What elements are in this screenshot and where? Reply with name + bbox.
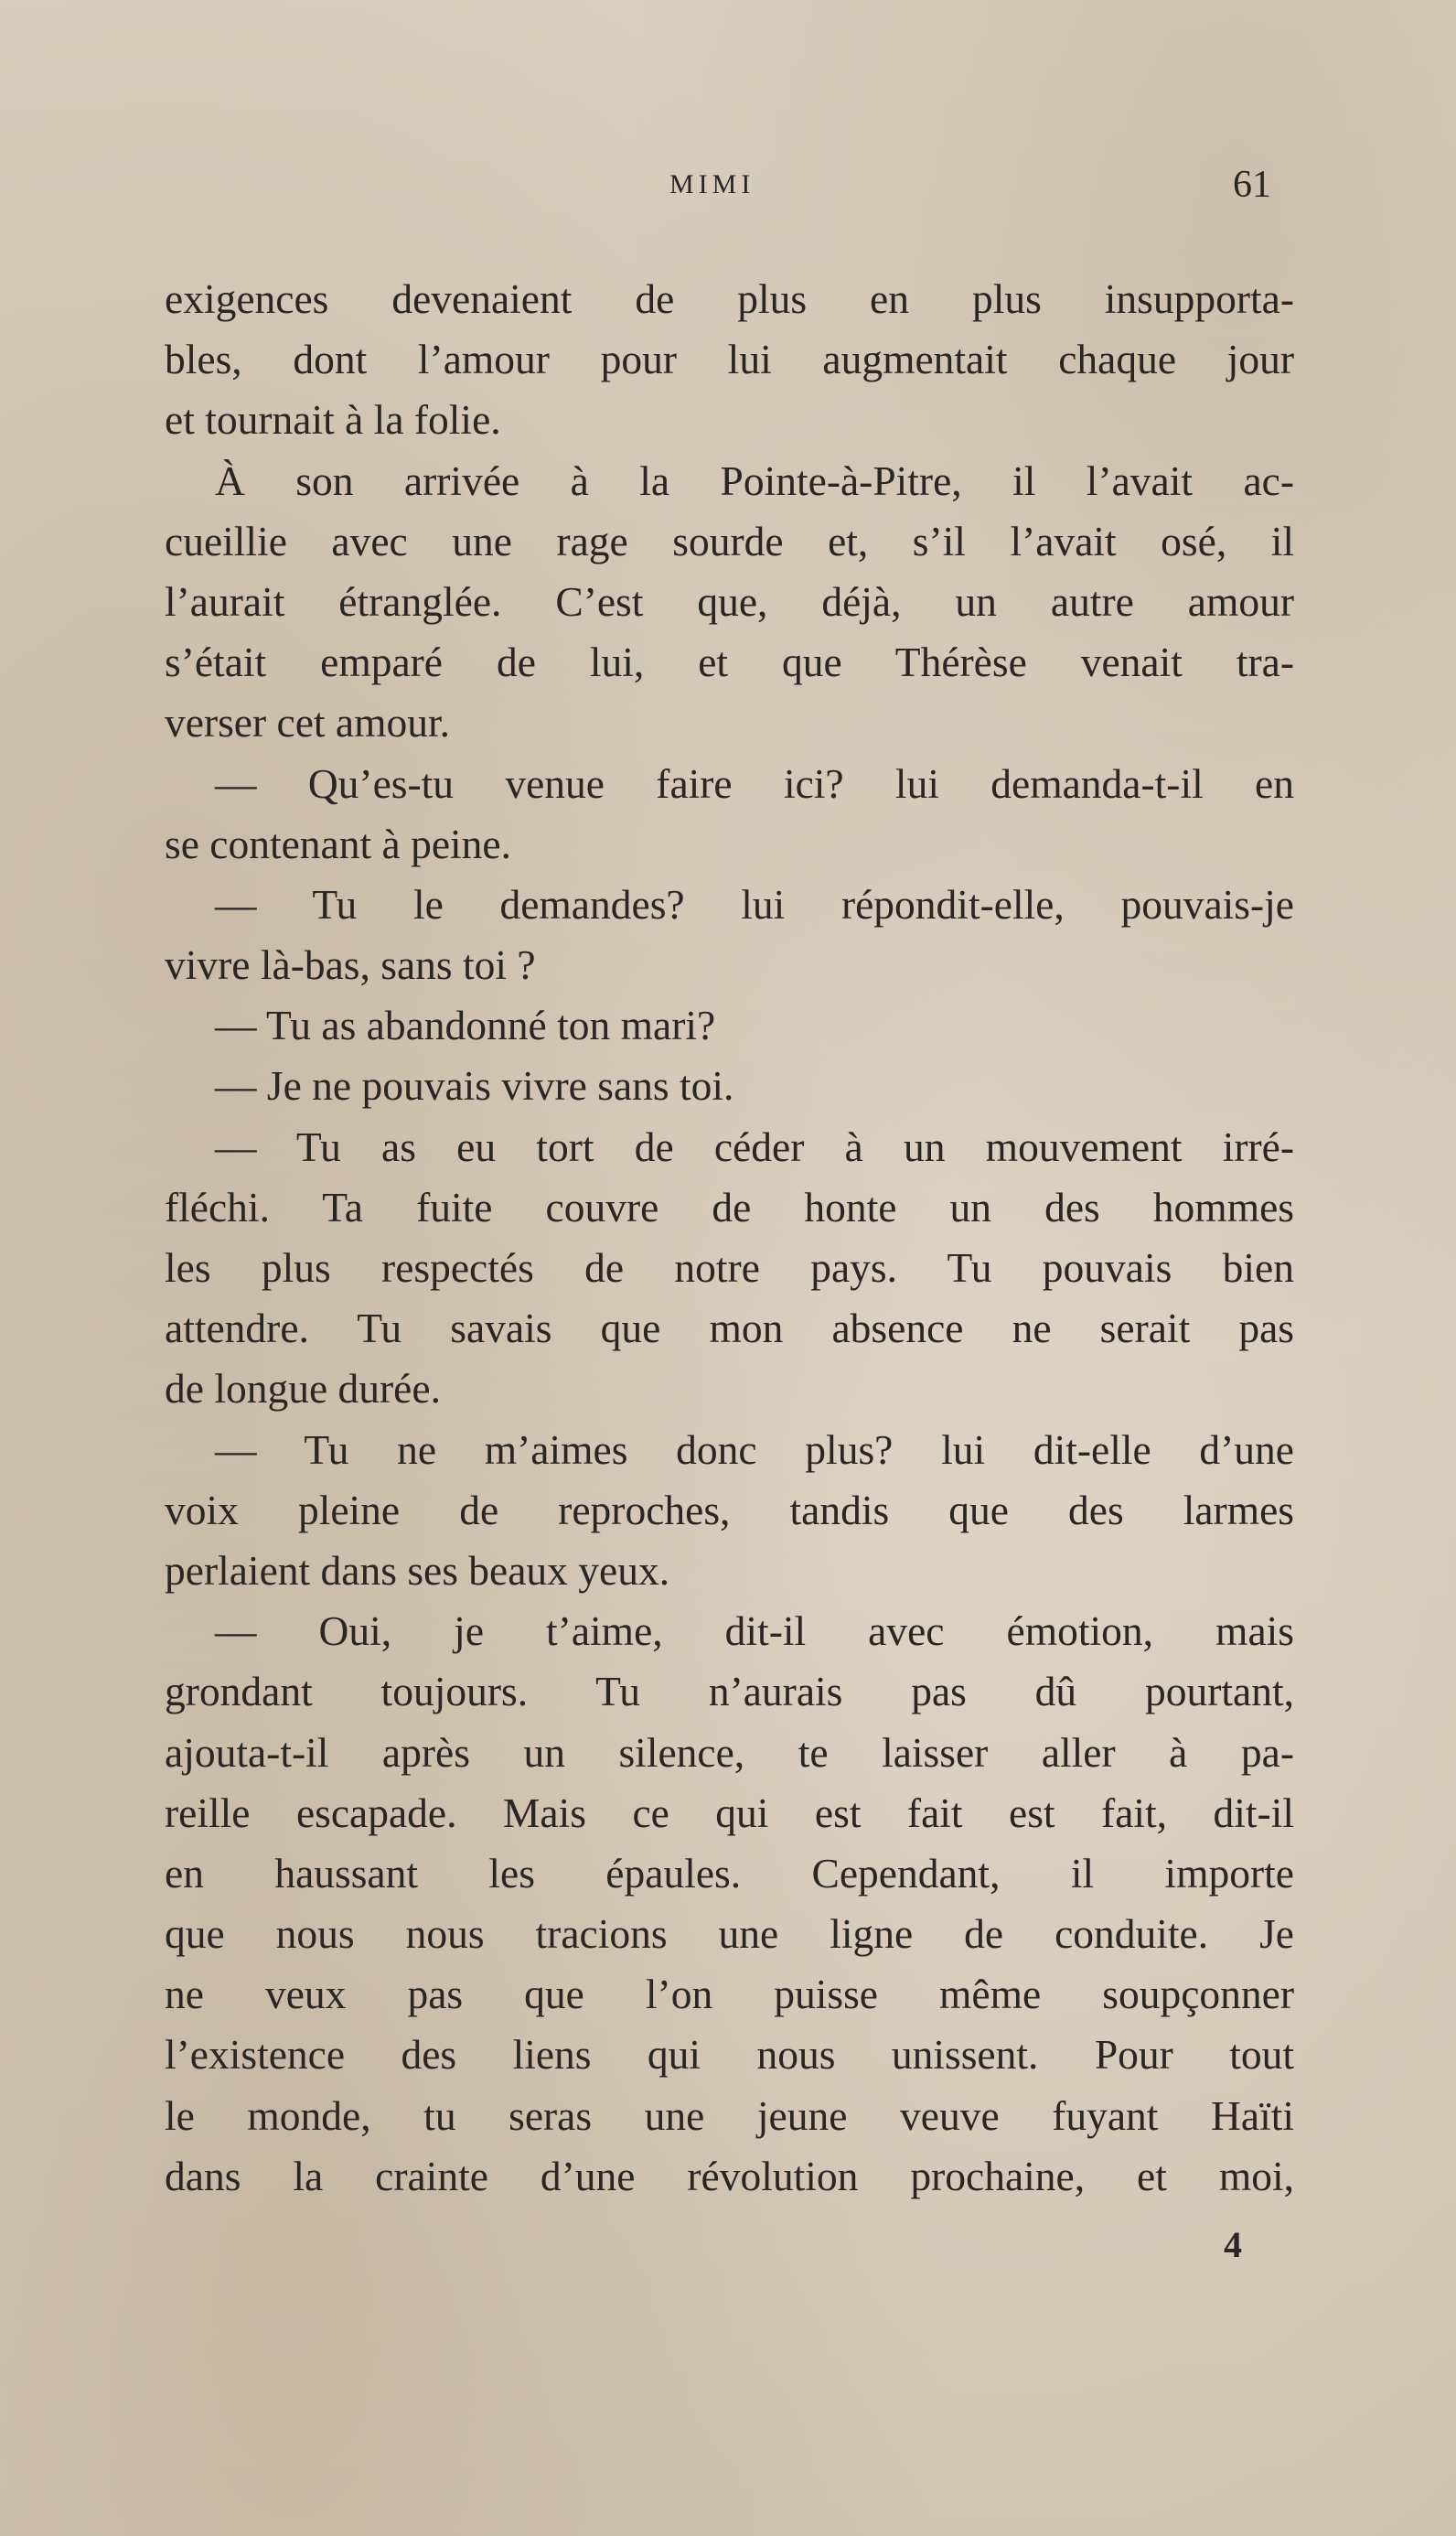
- text-line: reille escapade. Mais ce qui est fait est fait, dit-il: [165, 1789, 1294, 1836]
- running-head: [0, 157, 1456, 212]
- text-line: — Tu as abandonné ton mari?: [215, 1002, 716, 1049]
- text-line: exigences devenaient de plus en plus insupporta-: [165, 275, 1294, 322]
- text-line: — Oui, je t’aime, dit-il avec émotion, mais: [215, 1607, 1294, 1655]
- text-line: À son arrivée à la Pointe-à-Pitre, il l’avait ac-: [215, 457, 1294, 504]
- text-line: voix pleine de reproches, tandis que des larmes: [165, 1486, 1294, 1533]
- text-line: — Je ne pouvais vivre sans toi.: [215, 1062, 734, 1110]
- text-line: le monde, tu seras une jeune veuve fuyant Haïti: [165, 2091, 1294, 2139]
- text-line: vivre là-bas, sans toi ?: [165, 941, 536, 989]
- text-line: grondant toujours. Tu n’aurais pas dû pourtant,: [165, 1668, 1294, 1715]
- text-line: s’était emparé de lui, et que Thérèse venait tra-: [165, 639, 1294, 686]
- text-line: ne veux pas que l’on puisse même soupçonner: [165, 1971, 1294, 2018]
- text-line: dans la crainte d’une révolution prochaine, et moi,: [165, 2152, 1294, 2199]
- text-line: l’aurait étranglée. C’est que, déjà, un autre amour: [165, 577, 1294, 625]
- text-line: de longue durée.: [165, 1365, 441, 1413]
- running-title: MIMI: [669, 169, 755, 199]
- text-line: cueillie avec une rage sourde et, s’il l’avait osé, il: [165, 517, 1294, 564]
- text-line: perlaient dans ses beaux yeux.: [165, 1546, 670, 1594]
- text-line: en haussant les épaules. Cependant, il importe: [165, 1849, 1294, 1897]
- text-line: attendre. Tu savais que mon absence ne serait pas: [165, 1305, 1294, 1352]
- text-line: l’existence des liens qui nous unissent. Pour tout: [165, 2031, 1294, 2079]
- text-line: ajouta-t-il après un silence, te laisser aller à pa-: [165, 1728, 1294, 1776]
- text-line: bles, dont l’amour pour lui augmentait chaque jour: [165, 336, 1294, 383]
- text-line: que nous nous tracions une ligne de conduite. Je: [165, 1910, 1294, 1958]
- text-line: — Tu ne m’aimes donc plus? lui dit-elle d’une: [215, 1425, 1294, 1473]
- signature-mark: 4: [1224, 2224, 1242, 2265]
- text-line: — Qu’es-tu venue faire ici? lui demanda-t-il en: [215, 759, 1294, 807]
- text-line: — Tu as eu tort de céder à un mouvement irré-: [215, 1123, 1294, 1170]
- text-line: les plus respectés de notre pays. Tu pouvais bien: [165, 1244, 1294, 1291]
- text-line: verser cet amour.: [165, 699, 451, 747]
- page-number: 61: [1233, 164, 1271, 206]
- text-line: fléchi. Ta fuite couvre de honte un des hommes: [165, 1183, 1294, 1230]
- body-text: [165, 269, 1294, 2207]
- text-line: et tournait à la folie.: [165, 396, 501, 444]
- text-line: se contenant à peine.: [165, 820, 511, 867]
- text-line: — Tu le demandes? lui répondit-elle, pouvais-je: [215, 880, 1294, 928]
